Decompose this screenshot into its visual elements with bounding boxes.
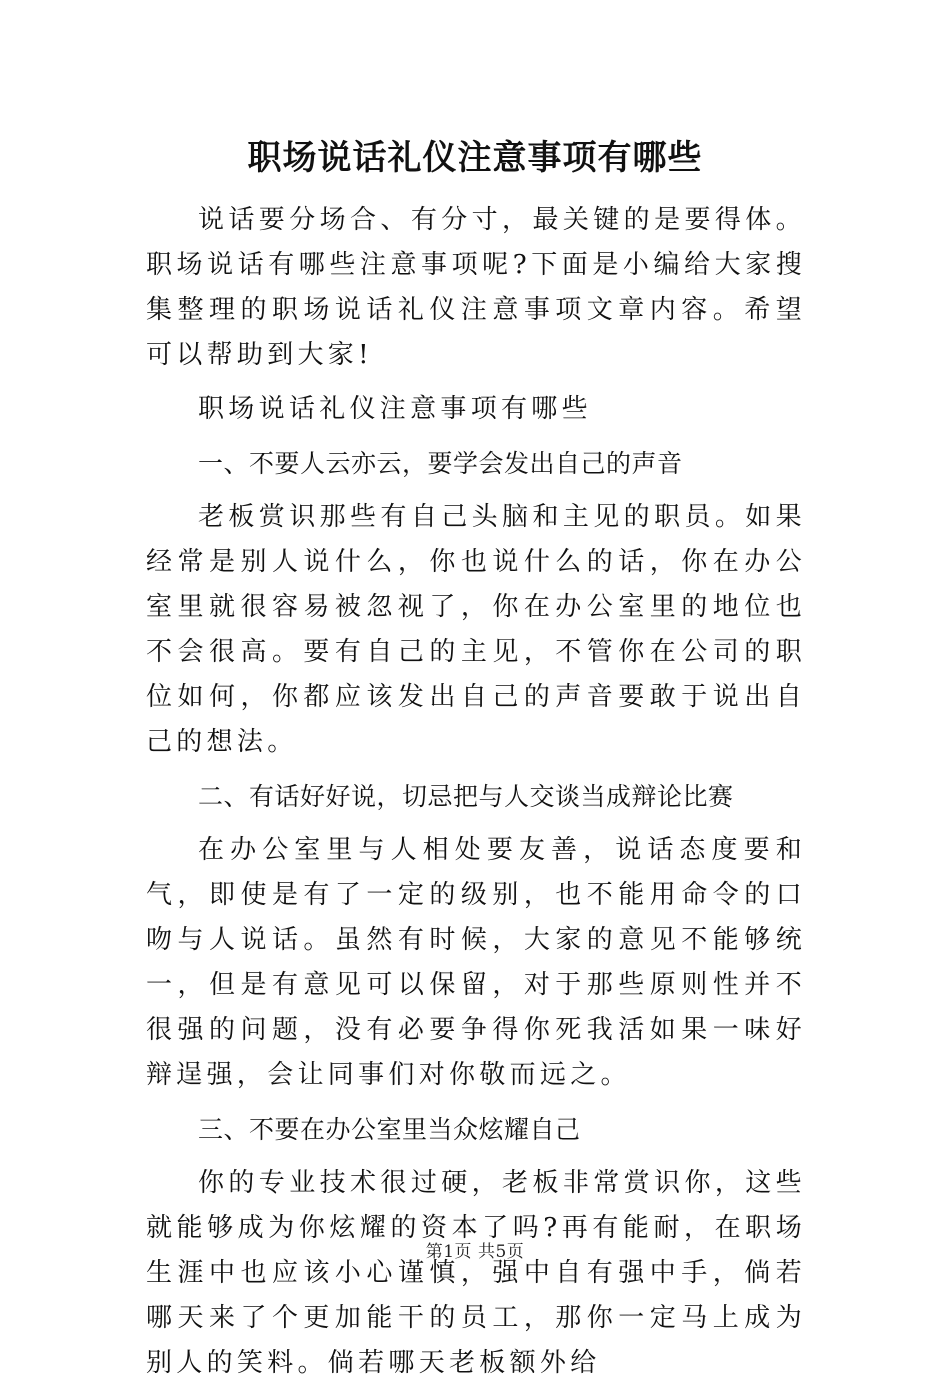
page-title: 职场说话礼仪注意事项有哪些 [247, 138, 703, 178]
page-number-footer: 第1页 共5页 [425, 1242, 525, 1262]
section-heading-1: 一、不要人云亦云，要学会发出自己的声音 [198, 449, 683, 478]
section-heading-2: 二、有话好好说，切忌把与人交谈当成辩论比赛 [198, 782, 734, 811]
section-heading-3: 三、不要在办公室里当众炫耀自己 [198, 1115, 581, 1144]
subtitle-paragraph: 职场说话礼仪注意事项有哪些 [198, 394, 592, 424]
section-paragraph-1: 老板赏识那些有自己头脑和主见的职员。如果经常是别人说什么，你也说什么的话，你在办公室里就很容易被忽视了，你在办公室里的地位也不会很高。要有自己的主见，不管你在公司的职位如何，你都应该发出自己的声音要敢于说出自己的想法。 [146, 502, 806, 757]
section-paragraph-2: 在办公室里与人相处要友善，说话态度要和气，即使是有了一定的级别，也不能用命令的口吻与人说话。虽然有时候，大家的意见不能够统一，但是有意见可以保留，对于那些原则性并不很强的问题，没有必要争得你死我活如果一味好辩逞强，会让同事们对你敬而远之。 [146, 835, 806, 1090]
document-body [146, 198, 806, 1386]
section-paragraph-3: 你的专业技术很过硬，老板非常赏识你，这些就能够成为你炫耀的资本了吗?再有能耐，在职场生涯中也应该小心谨慎，强中自有强中手，倘若哪天来了个更加能干的员工，那你一定马上成为别人的笑料。倘若哪天老板额外给 [146, 1168, 806, 1378]
intro-paragraph: 说话要分场合、有分寸，最关键的是要得体。职场说话有哪些注意事项呢?下面是小编给大家搜集整理的职场说话礼仪注意事项文章内容。希望可以帮助到大家! [146, 205, 806, 370]
